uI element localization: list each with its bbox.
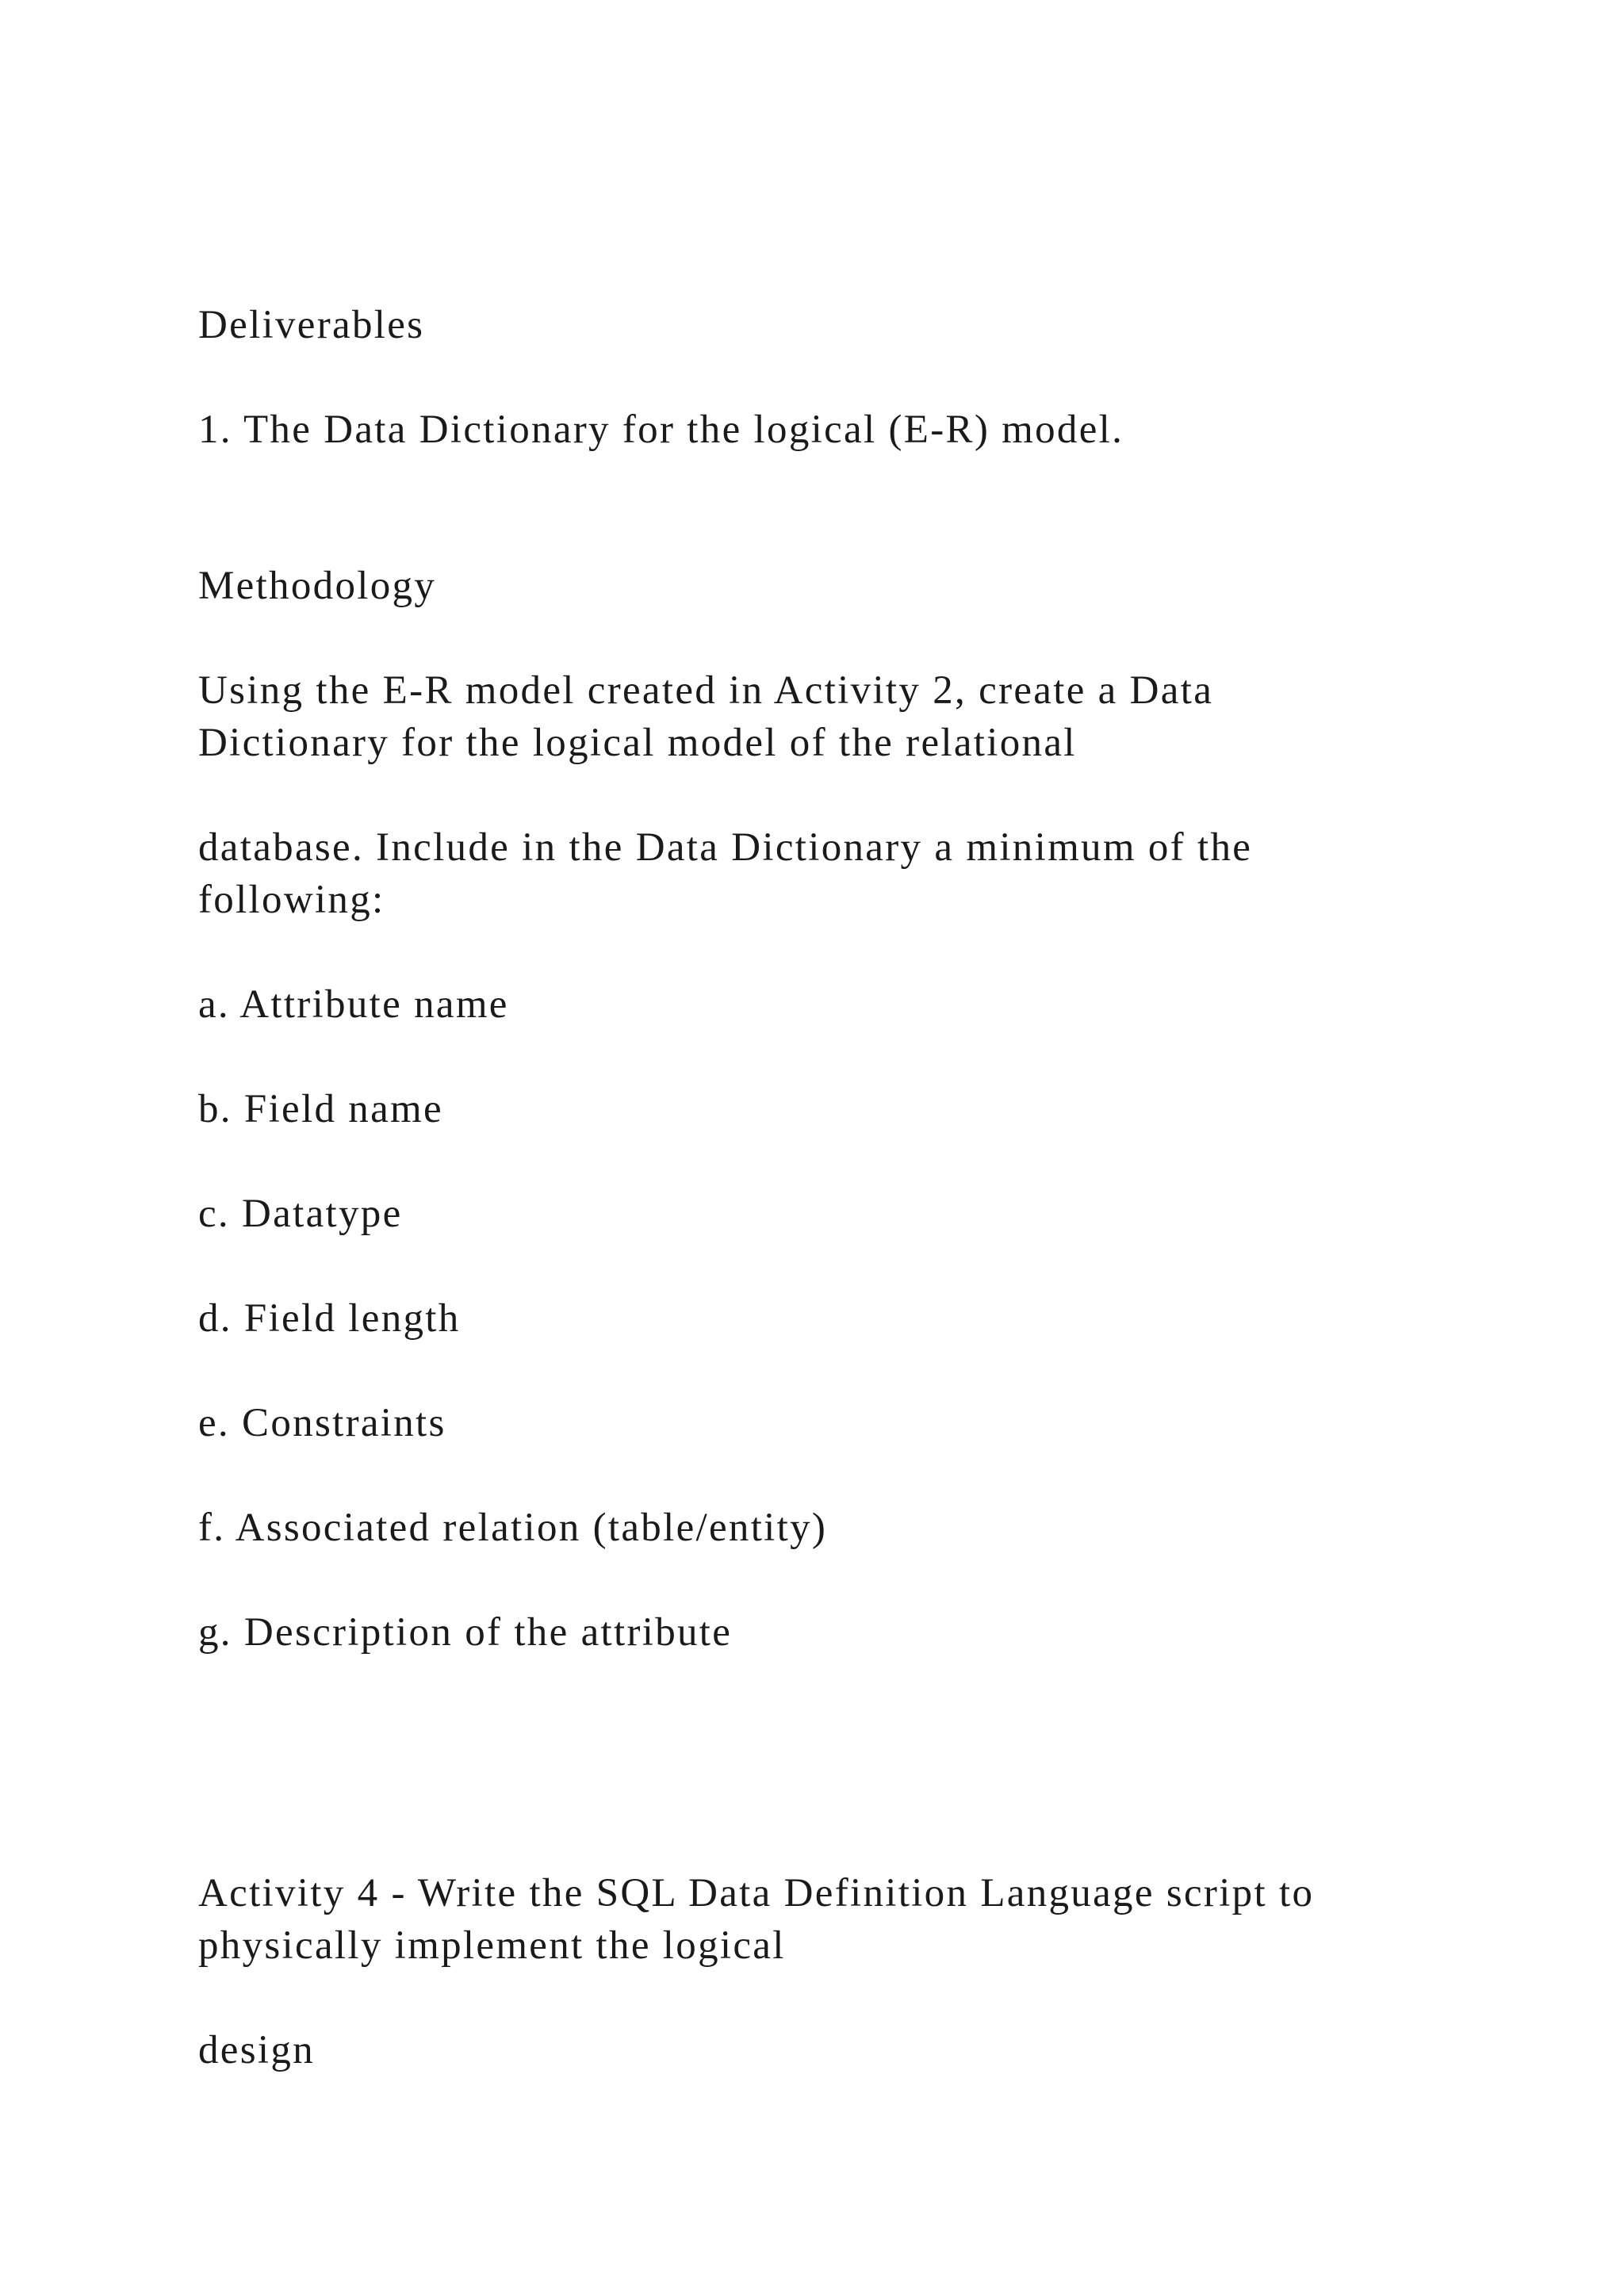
activity-4-line-1: Activity 4 - Write the SQL Data Definition Language script to [198, 1871, 1315, 1915]
deliverables-heading: Deliverables [198, 303, 425, 347]
methodology-paragraph-1-line-2: Dictionary for the logical model of the relational [198, 721, 1077, 765]
methodology-paragraph-2-line-2: following: [198, 878, 385, 922]
activity-4-line-2: physically implement the logical [198, 1923, 786, 1968]
list-item: b. Field name [198, 1087, 443, 1131]
list-item: a. Attribute name [198, 982, 509, 1027]
list-item: c. Datatype [198, 1192, 403, 1236]
methodology-paragraph-1-line-1: Using the E-R model created in Activity 2, create a Data [198, 668, 1214, 713]
deliverable-item-1: 1. The Data Dictionary for the logical (E-R) model. [198, 408, 1124, 452]
list-item: e. Constraints [198, 1401, 446, 1445]
activity-4-line-3: design [198, 2028, 315, 2072]
list-item: d. Field length [198, 1296, 461, 1341]
methodology-heading: Methodology [198, 564, 437, 608]
methodology-paragraph-2-line-1: database. Include in the Data Dictionary a minimum of the [198, 825, 1253, 870]
list-item: f. Associated relation (table/entity) [198, 1506, 828, 1550]
list-item: g. Description of the attribute [198, 1610, 733, 1655]
